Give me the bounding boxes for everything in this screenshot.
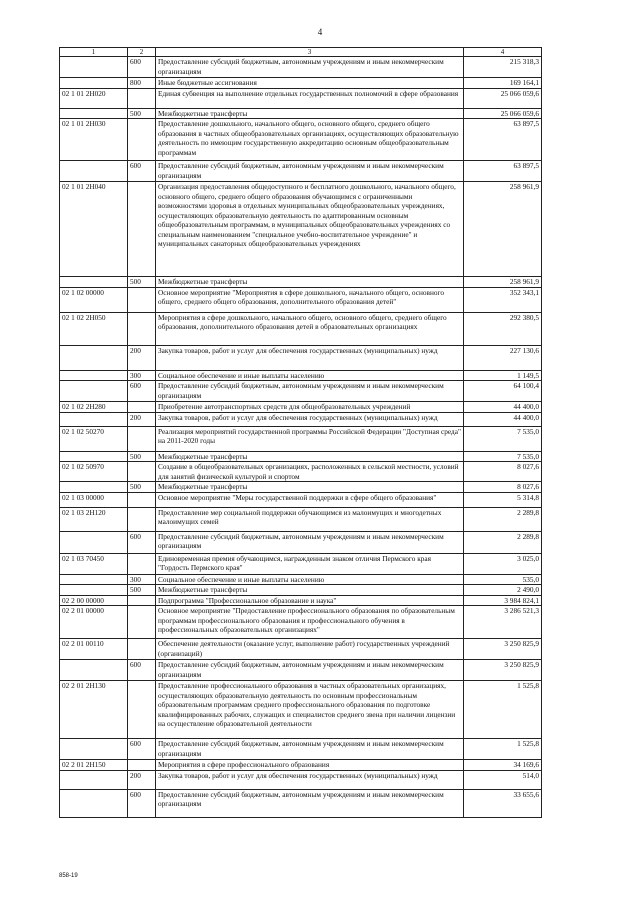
- row-sum-cell: 535,0: [464, 574, 542, 585]
- row-type-cell: [128, 119, 156, 161]
- table-row: [60, 585, 542, 596]
- row-sum-cell: 3 025,0: [464, 553, 542, 574]
- row-type-cell: 300: [128, 370, 156, 381]
- row-code-cell: [60, 531, 128, 553]
- row-type-cell: [128, 681, 156, 739]
- row-sum-cell: 33 655,6: [464, 789, 542, 817]
- row-name-cell: Предоставление субсидий бюджетным, автономным учреждениям и иным некоммерческим организациям: [156, 739, 464, 760]
- row-sum-cell: 25 066 059,6: [464, 108, 542, 119]
- row-sum-cell: 3 250 825,9: [464, 639, 542, 660]
- row-name-cell: Предоставление дошкольного, начального общего, основного общего, среднего общего образования в частных общеобразовательных организациях, осуществляющих образовательную деятельность по имеющим государственную аккредитацию основным общеобразовательным программам: [156, 119, 464, 161]
- table-row: [60, 462, 542, 482]
- row-name-cell: Предоставление субсидий бюджетным, автономным учреждениям и иным некоммерческим организациям: [156, 381, 464, 402]
- row-sum-cell: 64 100,4: [464, 381, 542, 402]
- table-row: [60, 492, 542, 507]
- table-row: [60, 739, 542, 760]
- row-type-cell: 800: [128, 78, 156, 89]
- row-type-cell: [128, 287, 156, 312]
- row-type-cell: [128, 402, 156, 413]
- row-sum-cell: 5 314,8: [464, 492, 542, 507]
- table-row: [60, 451, 542, 462]
- row-name-cell: Предоставление субсидий бюджетным, автономным учреждениям и иным некоммерческим организациям: [156, 789, 464, 817]
- row-sum-cell: 25 066 059,6: [464, 88, 542, 108]
- row-sum-cell: 292 380,5: [464, 312, 542, 345]
- table-row: [60, 381, 542, 402]
- row-code-cell: [60, 482, 128, 493]
- row-type-cell: 500: [128, 277, 156, 288]
- row-sum-cell: 7 535,0: [464, 451, 542, 462]
- table-row: [60, 402, 542, 413]
- row-sum-cell: 8 027,6: [464, 462, 542, 482]
- row-sum-cell: 258 961,9: [464, 277, 542, 288]
- row-sum-cell: 2 289,8: [464, 507, 542, 531]
- row-name-cell: Предоставление мер социальной поддержки обучающимся из малоимущих и многодетных малоимущих семей: [156, 507, 464, 531]
- table-row: [60, 770, 542, 789]
- row-type-cell: [128, 462, 156, 482]
- row-code-cell: 02 2 01 00000: [60, 606, 128, 639]
- row-name-cell: Основное мероприятие "Предоставление профессионального образования по образовательным программам профессионального образования и профессионального обучения в профессиональных образовательных организациях": [156, 606, 464, 639]
- row-code-cell: 02 1 03 2Н120: [60, 507, 128, 531]
- column-header: 2: [128, 48, 156, 57]
- row-name-cell: Межбюджетные трансферты: [156, 451, 464, 462]
- budget-table: [59, 47, 542, 818]
- table-row: [60, 507, 542, 531]
- row-type-cell: 300: [128, 574, 156, 585]
- row-code-cell: [60, 770, 128, 789]
- table-row: [60, 639, 542, 660]
- row-code-cell: [60, 381, 128, 402]
- column-header: 3: [156, 48, 464, 57]
- row-code-cell: [60, 451, 128, 462]
- row-name-cell: Межбюджетные трансферты: [156, 108, 464, 119]
- row-type-cell: 600: [128, 739, 156, 760]
- table-body: [60, 57, 542, 818]
- row-sum-cell: 352 343,1: [464, 287, 542, 312]
- row-type-cell: [128, 595, 156, 606]
- row-sum-cell: 3 984 824,1: [464, 595, 542, 606]
- row-code-cell: [60, 108, 128, 119]
- row-type-cell: 500: [128, 451, 156, 462]
- row-type-cell: 200: [128, 770, 156, 789]
- row-name-cell: Приобретение автотранспортных средств для общеобразовательных учреждений: [156, 402, 464, 413]
- row-name-cell: Межбюджетные трансферты: [156, 277, 464, 288]
- row-sum-cell: 7 535,0: [464, 426, 542, 451]
- row-type-cell: 500: [128, 585, 156, 596]
- row-sum-cell: 215 318,3: [464, 57, 542, 78]
- table-row: [60, 595, 542, 606]
- row-code-cell: 02 1 01 2Н020: [60, 88, 128, 108]
- table-row: [60, 345, 542, 370]
- row-code-cell: 02 1 03 70450: [60, 553, 128, 574]
- table-row: [60, 760, 542, 771]
- row-sum-cell: 1 149,5: [464, 370, 542, 381]
- row-type-cell: 500: [128, 108, 156, 119]
- table-row: [60, 161, 542, 182]
- table-row: [60, 312, 542, 345]
- row-code-cell: [60, 161, 128, 182]
- table-row: [60, 108, 542, 119]
- table-row: [60, 88, 542, 108]
- row-name-cell: Предоставление субсидий бюджетным, автономным учреждениям и иным некоммерческим организациям: [156, 161, 464, 182]
- row-code-cell: [60, 739, 128, 760]
- row-sum-cell: 63 897,5: [464, 119, 542, 161]
- table-row: [60, 370, 542, 381]
- row-name-cell: Предоставление субсидий бюджетным, автономным учреждениям и иным некоммерческим организациям: [156, 57, 464, 78]
- row-code-cell: 02 1 02 50970: [60, 462, 128, 482]
- table-row: [60, 606, 542, 639]
- row-name-cell: Социальное обеспечение и иные выплаты населению: [156, 370, 464, 381]
- row-code-cell: 02 2 01 2Н130: [60, 681, 128, 739]
- row-name-cell: Единовременная премия обучающимся, награжденным знаком отличия Пермского края "Гордость Пермского края": [156, 553, 464, 574]
- row-type-cell: [128, 553, 156, 574]
- row-name-cell: Мероприятия в сфере профессионального образования: [156, 760, 464, 771]
- table-row: [60, 531, 542, 553]
- column-header: 4: [464, 48, 542, 57]
- row-name-cell: Создание в общеобразовательных организациях, расположенных в сельской местности, условий для занятий физической культурой и спортом: [156, 462, 464, 482]
- row-type-cell: [128, 88, 156, 108]
- table-row: [60, 553, 542, 574]
- row-sum-cell: 3 286 521,3: [464, 606, 542, 639]
- row-type-cell: 600: [128, 531, 156, 553]
- row-sum-cell: 2 289,8: [464, 531, 542, 553]
- table-row: [60, 78, 542, 89]
- row-name-cell: Межбюджетные трансферты: [156, 585, 464, 596]
- row-type-cell: 600: [128, 381, 156, 402]
- row-type-cell: 600: [128, 660, 156, 681]
- table-row: [60, 426, 542, 451]
- column-header: 1: [60, 48, 128, 57]
- row-code-cell: [60, 574, 128, 585]
- row-name-cell: Социальное обеспечение и иные выплаты населению: [156, 574, 464, 585]
- row-sum-cell: 1 525,8: [464, 739, 542, 760]
- row-sum-cell: 8 027,6: [464, 482, 542, 493]
- row-code-cell: [60, 370, 128, 381]
- footer-code: 858-19: [59, 873, 78, 879]
- row-type-cell: [128, 507, 156, 531]
- row-name-cell: Основное мероприятие "Меры государственной поддержки в сфере общего образования": [156, 492, 464, 507]
- row-code-cell: 02 2 01 00110: [60, 639, 128, 660]
- row-code-cell: 02 1 02 00000: [60, 287, 128, 312]
- row-sum-cell: 514,0: [464, 770, 542, 789]
- table-row: [60, 482, 542, 493]
- row-name-cell: Закупка товаров, работ и услуг для обеспечения государственных (муниципальных) нужд: [156, 412, 464, 426]
- row-code-cell: [60, 789, 128, 817]
- row-code-cell: 02 1 03 00000: [60, 492, 128, 507]
- row-code-cell: 02 1 02 2Н280: [60, 402, 128, 413]
- row-type-cell: [128, 760, 156, 771]
- row-sum-cell: 63 897,5: [464, 161, 542, 182]
- row-type-cell: [128, 182, 156, 277]
- row-type-cell: [128, 312, 156, 345]
- row-sum-cell: 169 164,1: [464, 78, 542, 89]
- row-sum-cell: 44 400,0: [464, 412, 542, 426]
- row-sum-cell: 2 490,0: [464, 585, 542, 596]
- table-row: [60, 789, 542, 817]
- table-row: [60, 681, 542, 739]
- table-row: [60, 412, 542, 426]
- row-name-cell: Закупка товаров, работ и услуг для обеспечения государственных (муниципальных) нужд: [156, 345, 464, 370]
- table-row: [60, 660, 542, 681]
- table-row: [60, 57, 542, 78]
- row-name-cell: Межбюджетные трансферты: [156, 482, 464, 493]
- row-type-cell: 500: [128, 482, 156, 493]
- row-sum-cell: 258 961,9: [464, 182, 542, 277]
- row-type-cell: [128, 606, 156, 639]
- row-type-cell: 200: [128, 412, 156, 426]
- row-sum-cell: 44 400,0: [464, 402, 542, 413]
- row-type-cell: [128, 639, 156, 660]
- row-code-cell: [60, 345, 128, 370]
- row-code-cell: [60, 57, 128, 78]
- row-type-cell: 600: [128, 789, 156, 817]
- table-row: [60, 574, 542, 585]
- row-code-cell: 02 1 01 2Н030: [60, 119, 128, 161]
- row-code-cell: 02 1 01 2Н040: [60, 182, 128, 277]
- row-sum-cell: 227 130,6: [464, 345, 542, 370]
- row-code-cell: [60, 660, 128, 681]
- table-row: [60, 277, 542, 288]
- row-name-cell: Подпрограмма "Профессиональное образование и наука": [156, 595, 464, 606]
- row-name-cell: Основное мероприятие "Мероприятия в сфере дошкольного, начального общего, основного общего, среднего общего образования, дополнительного образования детей": [156, 287, 464, 312]
- row-name-cell: Предоставление субсидий бюджетным, автономным учреждениям и иным некоммерческим организациям: [156, 660, 464, 681]
- row-code-cell: 02 1 02 2Н050: [60, 312, 128, 345]
- row-type-cell: 200: [128, 345, 156, 370]
- table-header-row: [60, 48, 542, 57]
- row-code-cell: 02 1 02 50270: [60, 426, 128, 451]
- row-name-cell: Иные бюджетные ассигнования: [156, 78, 464, 89]
- row-sum-cell: 1 525,8: [464, 681, 542, 739]
- row-name-cell: Предоставление профессионального образования в частных образовательных организациях, осуществляющих образовательную деятельность по основным профессиональным образовательным программам среднего профессионального образования по подготовке квалифицированных рабочих, служащих и специалистов среднего звена при наличии лицензии на осуществление образовательной деятельности: [156, 681, 464, 739]
- row-type-cell: 600: [128, 57, 156, 78]
- table-row: [60, 119, 542, 161]
- row-type-cell: [128, 426, 156, 451]
- row-code-cell: 02 2 01 2Н150: [60, 760, 128, 771]
- row-sum-cell: 34 169,6: [464, 760, 542, 771]
- row-name-cell: Единая субвенция на выполнение отдельных государственных полномочий в сфере образования: [156, 88, 464, 108]
- table-row: [60, 287, 542, 312]
- row-name-cell: Организация предоставления общедоступного и бесплатного дошкольного, начального общего, основного общего, среднего общего образования обучающимся с ограниченными возможностями здоровья в отдельных муниципальных общеобразовательных учреждениях, осуществляющих образовательную деятельность по адаптированным основным общеобразовательным программам, в муниципальных общеобразовательных учреждениях со специальным наименованием "специальное учебно-воспитательное учреждение" и муниципальных санаторных общеобразовательных учреждениях: [156, 182, 464, 277]
- row-code-cell: [60, 78, 128, 89]
- row-name-cell: Обеспечение деятельности (оказание услуг, выполнение работ) государственных учреждений (организаций): [156, 639, 464, 660]
- row-code-cell: [60, 585, 128, 596]
- page-number: 4: [317, 27, 323, 37]
- row-code-cell: [60, 412, 128, 426]
- row-code-cell: 02 2 00 00000: [60, 595, 128, 606]
- table-row: [60, 182, 542, 277]
- row-name-cell: Реализация мероприятий государственной программы Российской Федерации "Доступная среда" на 2011-2020 годы: [156, 426, 464, 451]
- row-type-cell: [128, 492, 156, 507]
- row-type-cell: 600: [128, 161, 156, 182]
- row-sum-cell: 3 250 825,9: [464, 660, 542, 681]
- row-name-cell: Закупка товаров, работ и услуг для обеспечения государственных (муниципальных) нужд: [156, 770, 464, 789]
- row-name-cell: Мероприятия в сфере дошкольного, начального общего, основного общего, среднего общего образования, дополнительного образования детей в образовательных организациях: [156, 312, 464, 345]
- row-name-cell: Предоставление субсидий бюджетным, автономным учреждениям и иным некоммерческим организациям: [156, 531, 464, 553]
- row-code-cell: [60, 277, 128, 288]
